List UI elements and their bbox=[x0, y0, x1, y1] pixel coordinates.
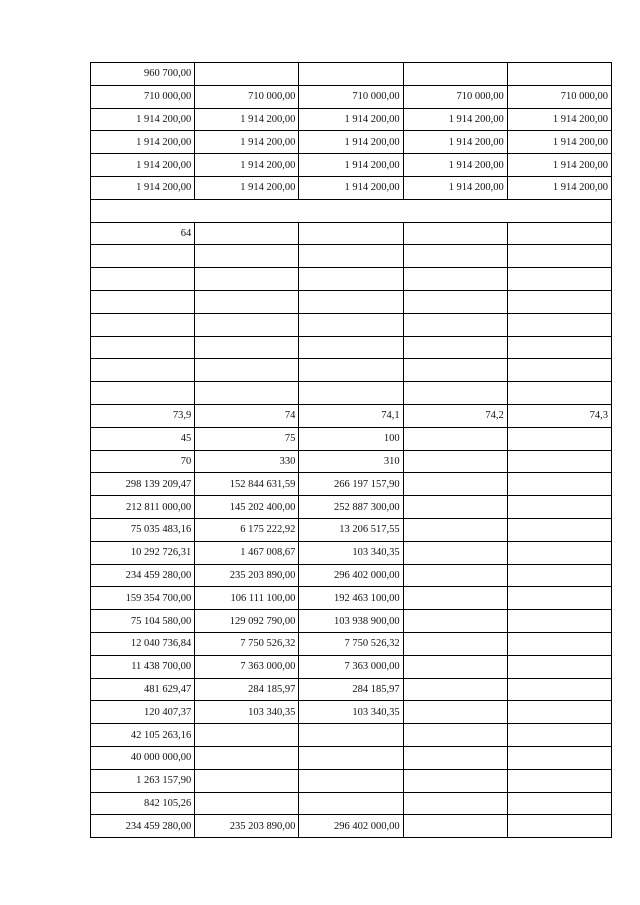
table-row bbox=[91, 336, 612, 359]
table-cell bbox=[403, 518, 507, 541]
table-cell: 7 750 526,32 bbox=[195, 632, 299, 655]
table-cell bbox=[507, 473, 611, 496]
table-cell bbox=[91, 382, 195, 405]
table-cell: 842 105,26 bbox=[91, 792, 195, 815]
table-cell: 960 700,00 bbox=[91, 63, 195, 86]
table-cell: 75 035 483,16 bbox=[91, 518, 195, 541]
table-cell: 74 bbox=[195, 404, 299, 427]
table-cell: 1 914 200,00 bbox=[299, 131, 403, 154]
table-cell bbox=[91, 245, 195, 268]
table-cell: 710 000,00 bbox=[195, 85, 299, 108]
table-cell bbox=[299, 290, 403, 313]
table-cell bbox=[403, 313, 507, 336]
table-cell bbox=[507, 518, 611, 541]
table-cell bbox=[91, 268, 195, 291]
table-cell: 7 750 526,32 bbox=[299, 632, 403, 655]
table-cell: 1 263 157,90 bbox=[91, 769, 195, 792]
table-cell bbox=[507, 450, 611, 473]
table-cell bbox=[507, 427, 611, 450]
table-cell: 159 354 700,00 bbox=[91, 587, 195, 610]
table-cell: 103 340,35 bbox=[195, 701, 299, 724]
table-cell bbox=[403, 245, 507, 268]
table-cell: 252 887 300,00 bbox=[299, 496, 403, 519]
table-cell bbox=[507, 359, 611, 382]
table-cell bbox=[507, 701, 611, 724]
table-row bbox=[91, 268, 612, 291]
table-cell: 1 914 200,00 bbox=[91, 154, 195, 177]
table-cell bbox=[91, 313, 195, 336]
table-cell: 70 bbox=[91, 450, 195, 473]
table-row bbox=[91, 108, 612, 131]
table-cell: 1 914 200,00 bbox=[195, 154, 299, 177]
table-cell: 103 938 900,00 bbox=[299, 610, 403, 633]
table-cell: 74,2 bbox=[403, 404, 507, 427]
table-cell bbox=[195, 290, 299, 313]
table-cell bbox=[91, 336, 195, 359]
table-cell: 73,9 bbox=[91, 404, 195, 427]
table-cell bbox=[299, 313, 403, 336]
table-cell bbox=[299, 792, 403, 815]
table-row bbox=[91, 678, 612, 701]
table-cell bbox=[403, 290, 507, 313]
table-row bbox=[91, 701, 612, 724]
table-row bbox=[91, 792, 612, 815]
table-row bbox=[91, 541, 612, 564]
table-cell: 103 340,35 bbox=[299, 701, 403, 724]
spacer-row-cell bbox=[91, 199, 612, 222]
table-cell bbox=[507, 63, 611, 86]
table-cell bbox=[507, 746, 611, 769]
table-cell bbox=[507, 222, 611, 245]
table-cell bbox=[507, 678, 611, 701]
table-cell: 129 092 790,00 bbox=[195, 610, 299, 633]
table-cell: 1 914 200,00 bbox=[299, 108, 403, 131]
table-cell: 152 844 631,59 bbox=[195, 473, 299, 496]
table-cell bbox=[195, 746, 299, 769]
table-row bbox=[91, 131, 612, 154]
table-cell: 1 914 200,00 bbox=[403, 176, 507, 199]
table-row bbox=[91, 610, 612, 633]
table-cell bbox=[507, 382, 611, 405]
table-cell: 710 000,00 bbox=[403, 85, 507, 108]
table-cell: 1 914 200,00 bbox=[195, 131, 299, 154]
table-cell bbox=[403, 587, 507, 610]
table-row bbox=[91, 404, 612, 427]
table-cell bbox=[403, 815, 507, 838]
table-cell: 1 914 200,00 bbox=[91, 108, 195, 131]
table-row bbox=[91, 290, 612, 313]
table-row bbox=[91, 427, 612, 450]
table-row bbox=[91, 450, 612, 473]
table-cell bbox=[507, 268, 611, 291]
table-cell: 1 914 200,00 bbox=[299, 176, 403, 199]
table-cell bbox=[91, 359, 195, 382]
table-row bbox=[91, 245, 612, 268]
table-cell bbox=[507, 313, 611, 336]
table-cell: 284 185,97 bbox=[195, 678, 299, 701]
table-cell bbox=[507, 496, 611, 519]
table-cell: 1 914 200,00 bbox=[91, 176, 195, 199]
table-cell bbox=[195, 769, 299, 792]
table-cell: 100 bbox=[299, 427, 403, 450]
table-cell bbox=[403, 63, 507, 86]
table-cell bbox=[403, 792, 507, 815]
financial-data-table bbox=[90, 62, 612, 838]
table-cell bbox=[195, 724, 299, 747]
table-cell bbox=[403, 336, 507, 359]
table-cell: 710 000,00 bbox=[299, 85, 403, 108]
table-cell bbox=[299, 336, 403, 359]
table-cell bbox=[403, 427, 507, 450]
table-cell bbox=[507, 336, 611, 359]
table-row bbox=[91, 815, 612, 838]
table-cell bbox=[299, 746, 403, 769]
table-cell bbox=[403, 746, 507, 769]
table-cell bbox=[195, 359, 299, 382]
table-cell bbox=[403, 541, 507, 564]
table-row bbox=[91, 359, 612, 382]
table-row bbox=[91, 199, 612, 222]
table-cell bbox=[403, 701, 507, 724]
table-cell bbox=[299, 382, 403, 405]
table-cell: 10 292 726,31 bbox=[91, 541, 195, 564]
table-cell: 1 914 200,00 bbox=[507, 131, 611, 154]
table-cell bbox=[507, 655, 611, 678]
table-cell: 1 914 200,00 bbox=[195, 108, 299, 131]
table-row bbox=[91, 473, 612, 496]
table-cell: 12 040 736,84 bbox=[91, 632, 195, 655]
table-cell: 192 463 100,00 bbox=[299, 587, 403, 610]
table-cell bbox=[195, 336, 299, 359]
table-row bbox=[91, 313, 612, 336]
table-cell bbox=[299, 359, 403, 382]
table-cell bbox=[195, 63, 299, 86]
table-cell: 235 203 890,00 bbox=[195, 815, 299, 838]
table-row bbox=[91, 587, 612, 610]
table-cell: 106 111 100,00 bbox=[195, 587, 299, 610]
table-cell bbox=[507, 724, 611, 747]
table-row bbox=[91, 222, 612, 245]
table-cell: 330 bbox=[195, 450, 299, 473]
table-cell: 42 105 263,16 bbox=[91, 724, 195, 747]
table-cell: 1 914 200,00 bbox=[403, 154, 507, 177]
table-cell: 1 914 200,00 bbox=[91, 131, 195, 154]
table-row bbox=[91, 769, 612, 792]
table-cell: 235 203 890,00 bbox=[195, 564, 299, 587]
table-cell: 710 000,00 bbox=[91, 85, 195, 108]
table-body bbox=[91, 63, 612, 838]
table-cell: 234 459 280,00 bbox=[91, 564, 195, 587]
table-row bbox=[91, 154, 612, 177]
table-cell: 103 340,35 bbox=[299, 541, 403, 564]
table-cell bbox=[403, 450, 507, 473]
table-cell: 296 402 000,00 bbox=[299, 564, 403, 587]
table-cell: 1 914 200,00 bbox=[507, 108, 611, 131]
table-cell: 310 bbox=[299, 450, 403, 473]
table-cell: 6 175 222,92 bbox=[195, 518, 299, 541]
table-cell bbox=[403, 359, 507, 382]
table-cell: 284 185,97 bbox=[299, 678, 403, 701]
table-cell bbox=[195, 268, 299, 291]
table-cell: 298 139 209,47 bbox=[91, 473, 195, 496]
table-cell bbox=[403, 724, 507, 747]
table-cell: 145 202 400,00 bbox=[195, 496, 299, 519]
table-cell bbox=[299, 245, 403, 268]
table-cell: 7 363 000,00 bbox=[299, 655, 403, 678]
table-cell bbox=[403, 564, 507, 587]
table-row bbox=[91, 655, 612, 678]
table-cell bbox=[507, 587, 611, 610]
table-cell bbox=[403, 678, 507, 701]
table-cell bbox=[299, 222, 403, 245]
table-cell: 1 914 200,00 bbox=[195, 176, 299, 199]
table-cell bbox=[507, 769, 611, 792]
table-cell: 11 438 700,00 bbox=[91, 655, 195, 678]
table-cell bbox=[403, 222, 507, 245]
table-row bbox=[91, 496, 612, 519]
table-cell bbox=[507, 564, 611, 587]
table-cell bbox=[195, 222, 299, 245]
table-cell: 64 bbox=[91, 222, 195, 245]
table-cell bbox=[403, 382, 507, 405]
table-row bbox=[91, 63, 612, 86]
table-cell bbox=[195, 313, 299, 336]
table-row bbox=[91, 176, 612, 199]
table-cell: 75 bbox=[195, 427, 299, 450]
table-cell bbox=[507, 632, 611, 655]
table-cell: 710 000,00 bbox=[507, 85, 611, 108]
table-row bbox=[91, 564, 612, 587]
table-cell bbox=[507, 610, 611, 633]
table-cell bbox=[403, 655, 507, 678]
table-cell bbox=[507, 290, 611, 313]
table-cell: 1 914 200,00 bbox=[403, 131, 507, 154]
table-cell bbox=[299, 63, 403, 86]
table-cell bbox=[403, 769, 507, 792]
table-row bbox=[91, 85, 612, 108]
table-cell bbox=[91, 290, 195, 313]
table-cell bbox=[299, 724, 403, 747]
table-cell: 120 407,37 bbox=[91, 701, 195, 724]
table-cell bbox=[403, 610, 507, 633]
table-cell: 1 914 200,00 bbox=[507, 154, 611, 177]
table-cell: 234 459 280,00 bbox=[91, 815, 195, 838]
table-cell: 296 402 000,00 bbox=[299, 815, 403, 838]
table-cell bbox=[507, 815, 611, 838]
table-cell: 74,1 bbox=[299, 404, 403, 427]
table-cell: 13 206 517,55 bbox=[299, 518, 403, 541]
table-row bbox=[91, 632, 612, 655]
table-cell bbox=[299, 268, 403, 291]
table-cell bbox=[195, 245, 299, 268]
table-cell bbox=[403, 632, 507, 655]
table-cell: 75 104 580,00 bbox=[91, 610, 195, 633]
table-cell: 212 811 000,00 bbox=[91, 496, 195, 519]
table-row bbox=[91, 382, 612, 405]
table-cell: 481 629,47 bbox=[91, 678, 195, 701]
table-cell bbox=[403, 473, 507, 496]
table-cell: 1 914 200,00 bbox=[507, 176, 611, 199]
table-cell: 40 000 000,00 bbox=[91, 746, 195, 769]
table-cell: 1 914 200,00 bbox=[299, 154, 403, 177]
table-cell: 45 bbox=[91, 427, 195, 450]
table-cell bbox=[403, 496, 507, 519]
table-cell: 1 467 008,67 bbox=[195, 541, 299, 564]
table-cell: 7 363 000,00 bbox=[195, 655, 299, 678]
table-cell bbox=[507, 245, 611, 268]
table-cell bbox=[507, 792, 611, 815]
table-cell bbox=[299, 769, 403, 792]
table-cell bbox=[507, 541, 611, 564]
table-row bbox=[91, 724, 612, 747]
table-row bbox=[91, 518, 612, 541]
table-cell bbox=[195, 382, 299, 405]
table-cell: 266 197 157,90 bbox=[299, 473, 403, 496]
table-cell bbox=[403, 268, 507, 291]
table-cell: 1 914 200,00 bbox=[403, 108, 507, 131]
table-cell: 74,3 bbox=[507, 404, 611, 427]
table-cell bbox=[195, 792, 299, 815]
table-row bbox=[91, 746, 612, 769]
